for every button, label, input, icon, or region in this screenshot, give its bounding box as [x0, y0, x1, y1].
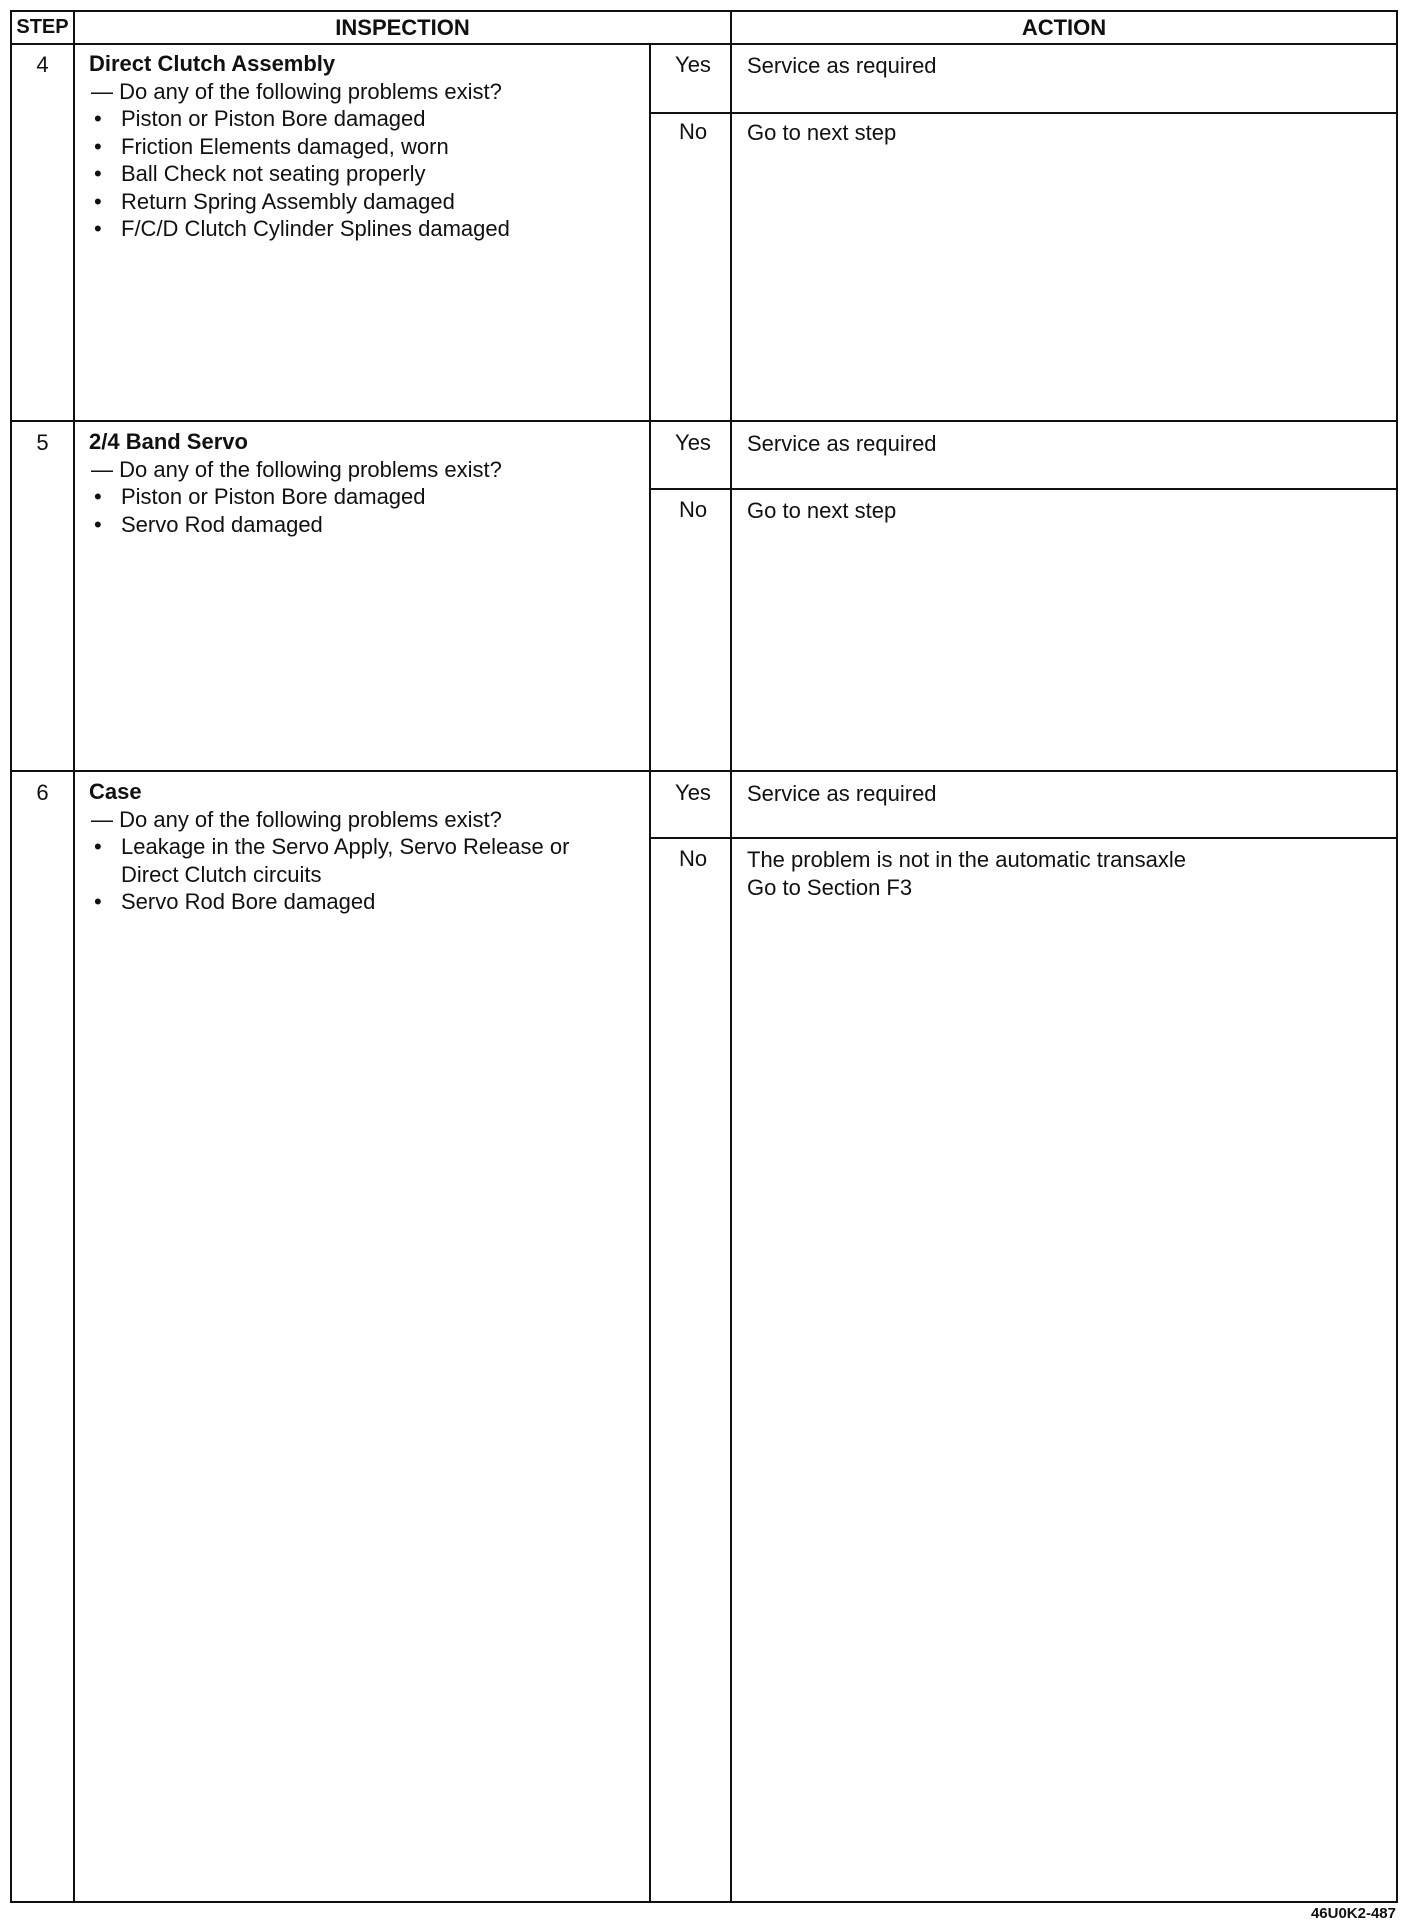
inspection-question: — Do any of the following problems exist? [91, 456, 502, 482]
yes-label: Yes [675, 780, 711, 805]
no-action [747, 497, 1387, 525]
inspection-question: — Do any of the following problems exist? [91, 806, 502, 832]
header-divider [12, 43, 1396, 45]
action-text: Service as required [747, 781, 937, 806]
row-divider [12, 770, 1396, 772]
action-text: Go to next step [747, 498, 897, 523]
inspection-title: Case [89, 779, 142, 804]
yes-label: Yes [675, 430, 711, 455]
problem-item: • Ball Check not seating properly [89, 160, 649, 188]
no-label: No [678, 497, 708, 522]
step-number: 5 [36, 430, 49, 455]
problem-list [89, 483, 649, 538]
inspection-cell [89, 428, 649, 538]
yes-no-divider [649, 837, 1396, 839]
header-action: ACTION [1021, 15, 1107, 40]
yesno-column-divider [649, 45, 651, 1901]
action-text: The problem is not in the automatic transaxle [747, 847, 1187, 872]
action-text: Go to next step [747, 120, 897, 145]
problem-item: • Friction Elements damaged, worn [89, 133, 649, 161]
yes-action [747, 430, 1387, 458]
header-inspection: INSPECTION [335, 15, 470, 40]
problem-item: • Piston or Piston Bore damaged [89, 483, 649, 511]
step-number: 4 [36, 52, 49, 77]
row-divider [12, 420, 1396, 422]
action-text: Go to Section F3 [747, 874, 913, 900]
inspection-title: Direct Clutch Assembly [89, 51, 336, 76]
problem-item: • Servo Rod damaged [89, 511, 649, 539]
figure-id: 46U0K2-487 [1310, 1905, 1396, 1922]
no-action [747, 119, 1387, 147]
diagnostic-table [10, 10, 1398, 1903]
header-step: STEP [16, 16, 69, 38]
inspection-question: — Do any of the following problems exist? [91, 78, 502, 104]
problem-item: • F/C/D Clutch Cylinder Splines damaged [89, 215, 649, 243]
problem-item: • Return Spring Assembly damaged [89, 188, 649, 216]
problem-item: • Piston or Piston Bore damaged [89, 105, 649, 133]
action-column-divider [730, 12, 732, 1901]
inspection-cell [89, 50, 649, 243]
step-number: 6 [36, 780, 49, 805]
inspection-cell [89, 778, 649, 916]
yes-no-divider [649, 488, 1396, 490]
yes-no-divider [649, 112, 1396, 114]
yes-label: Yes [675, 52, 711, 77]
yes-action [747, 780, 1387, 808]
inspection-title: 2/4 Band Servo [89, 429, 248, 454]
no-label: No [678, 846, 708, 871]
yes-action [747, 52, 1387, 80]
no-action [747, 846, 1387, 901]
problem-item: • Servo Rod Bore damaged [89, 888, 614, 916]
action-text: Service as required [747, 53, 937, 78]
problem-list [89, 105, 649, 243]
problem-item: • Leakage in the Servo Apply, Servo Release or Direct Clutch circuits [89, 833, 614, 888]
action-text: Service as required [747, 431, 937, 456]
problem-list [89, 833, 614, 916]
step-column-divider [73, 12, 75, 1901]
no-label: No [678, 119, 708, 144]
